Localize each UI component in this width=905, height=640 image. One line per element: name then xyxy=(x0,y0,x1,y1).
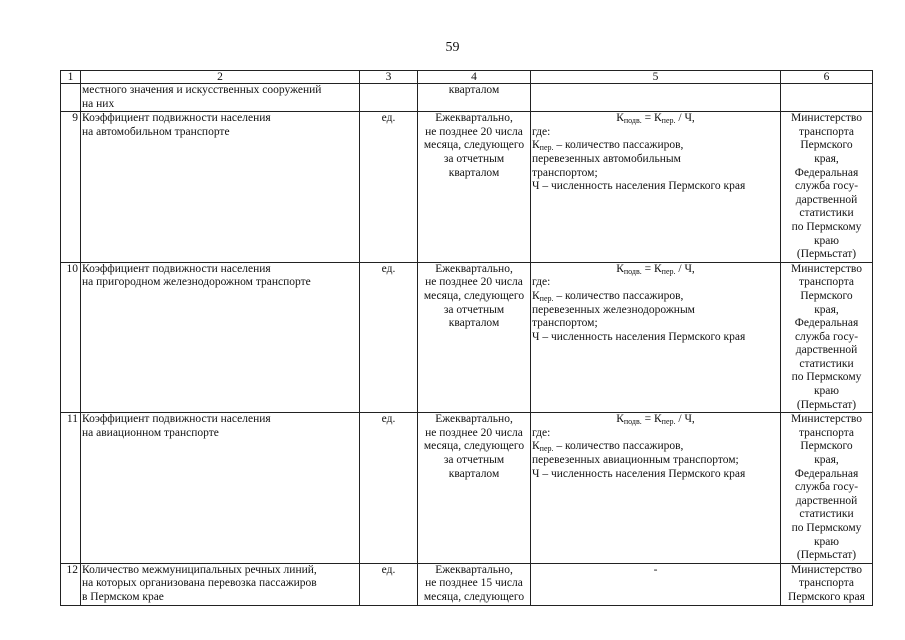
source-cell xyxy=(781,262,873,413)
column-number: 2 xyxy=(81,71,360,84)
source-line: Пермского края xyxy=(788,590,865,603)
period-line: месяца, следующего xyxy=(423,289,525,302)
source-line: Пермского xyxy=(800,440,853,453)
source-line: Федеральная xyxy=(794,317,859,330)
formula-p-subscript: пер. xyxy=(661,116,676,126)
column-number: 3 xyxy=(360,71,418,84)
source-line: служба госу- xyxy=(794,481,859,494)
source-line: (Пермьстат) xyxy=(796,248,857,261)
period-line: Ежеквартально, xyxy=(435,112,513,125)
formula-k-subscript: подв. xyxy=(623,116,642,126)
indicator-name-line: на них xyxy=(82,97,115,110)
period-line: месяца, следующего xyxy=(423,440,525,453)
formula-definition-line: транспортом; xyxy=(532,317,598,330)
formula-tail: / Ч, xyxy=(675,413,695,426)
indicator-name-line: Коэффициент подвижности населения xyxy=(82,413,271,426)
source-line: транспорта xyxy=(798,426,855,439)
table-row-12 xyxy=(61,563,873,605)
period-line: не позднее 20 числа xyxy=(425,125,523,138)
formula-definition-line: Ч – численность населения Пермского края xyxy=(532,330,746,343)
table-row-9 xyxy=(61,112,873,263)
source-line: дарственной xyxy=(795,494,858,507)
indicator-name-line: на которых организована перевозка пассажиров xyxy=(82,577,317,590)
source-line: статистики xyxy=(799,357,854,370)
source-cell xyxy=(781,112,873,263)
table-row-11 xyxy=(61,413,873,564)
table-row-10 xyxy=(61,262,873,413)
source-line: статистики xyxy=(799,508,854,521)
source-line: Министерство xyxy=(791,112,862,125)
indicator-name-line: на пригородном железнодорожном транспорте xyxy=(82,276,311,289)
indicator-name-line: Коэффициент подвижности населения xyxy=(82,112,271,125)
source-cell xyxy=(781,84,873,112)
formula-where: где: xyxy=(532,426,551,439)
period-line: кварталом xyxy=(448,467,500,480)
source-line: по Пермскому xyxy=(791,371,862,384)
formula-cell xyxy=(531,84,781,112)
unit-cell: ед. xyxy=(360,112,418,263)
period-line: кварталом xyxy=(448,166,500,179)
source-line: края, xyxy=(814,152,839,165)
source-line: транспорта xyxy=(798,276,855,289)
formula-k-subscript: подв. xyxy=(623,266,642,276)
source-line: статистики xyxy=(799,207,854,220)
period-line: за отчетным xyxy=(443,152,505,165)
row-number-cell xyxy=(61,84,81,112)
source-cell xyxy=(781,563,873,605)
column-number: 4 xyxy=(418,71,531,84)
formula-equals: = К xyxy=(641,262,662,275)
formula-cell xyxy=(531,112,781,263)
formula xyxy=(532,263,779,277)
period-line: Ежеквартально, xyxy=(435,262,513,275)
period-line: не позднее 20 числа xyxy=(425,426,523,439)
indicator-name-cell xyxy=(81,262,360,413)
indicator-name-line: Коэффициент подвижности населения xyxy=(82,262,271,275)
definition-text: – количество пассажиров, xyxy=(556,289,684,302)
period-line: не позднее 20 числа xyxy=(425,276,523,289)
source-line: (Пермьстат) xyxy=(796,549,857,562)
source-line: краю xyxy=(813,535,840,548)
period-cell xyxy=(418,112,531,263)
row-number-cell: 10 xyxy=(61,262,81,413)
formula xyxy=(532,413,779,427)
source-line: транспорта xyxy=(798,577,855,590)
source-line: Министерство xyxy=(791,262,862,275)
period-line: кварталом xyxy=(448,84,500,96)
period-line: Ежеквартально, xyxy=(435,413,513,426)
indicator-name-cell xyxy=(81,413,360,564)
row-number-cell: 12 xyxy=(61,563,81,605)
page-number: 59 xyxy=(445,40,460,55)
column-number: 5 xyxy=(531,71,781,84)
period-line: за отчетным xyxy=(443,303,505,316)
source-line: края, xyxy=(814,454,839,467)
formula-p-subscript: пер. xyxy=(661,266,676,276)
source-line: по Пермскому xyxy=(791,220,862,233)
period-cell xyxy=(418,84,531,112)
source-line: Федеральная xyxy=(794,467,859,480)
period-cell xyxy=(418,413,531,564)
period-line: кварталом xyxy=(448,317,500,330)
source-line: дарственной xyxy=(795,344,858,357)
formula-cell xyxy=(531,413,781,564)
row-number-cell: 9 xyxy=(61,112,81,263)
source-line: транспорта xyxy=(798,125,855,138)
definition-subscript: пер. xyxy=(539,444,554,454)
formula-equals: = К xyxy=(641,112,662,125)
formula-where: где: xyxy=(532,125,551,138)
indicator-table xyxy=(60,70,873,606)
definition-subscript: пер. xyxy=(539,143,554,153)
formula-k: К xyxy=(616,262,624,275)
source-line: Пермского xyxy=(800,289,853,302)
formula-definition-line: перевезенных авиационным транспортом; xyxy=(532,454,739,467)
indicator-name-line: местного значения и искусственных сооружений xyxy=(82,84,322,96)
indicator-name-line: на автомобильном транспорте xyxy=(82,125,230,138)
formula-definition-line: перевезенных автомобильным xyxy=(532,152,681,165)
source-line: краю xyxy=(813,234,840,247)
row-number-cell: 11 xyxy=(61,413,81,564)
formula-cell xyxy=(531,262,781,413)
indicator-name-line: на авиационном транспорте xyxy=(82,426,219,439)
source-line: служба госу- xyxy=(794,180,859,193)
source-line: (Пермьстат) xyxy=(796,398,857,411)
definition-subscript: пер. xyxy=(539,293,554,303)
source-line: по Пермскому xyxy=(791,522,862,534)
formula-where: где: xyxy=(532,276,551,289)
source-cell xyxy=(781,413,873,564)
source-line: Пермского xyxy=(800,139,853,152)
source-line: Министерство xyxy=(791,413,862,426)
source-line: дарственной xyxy=(795,193,858,206)
source-line: краю xyxy=(813,385,840,398)
formula-equals: = К xyxy=(641,413,662,426)
period-line: не позднее 15 числа xyxy=(425,577,523,590)
period-cell xyxy=(418,563,531,605)
period-line: Ежеквартально, xyxy=(435,563,513,576)
source-line: Федеральная xyxy=(794,166,859,179)
formula xyxy=(532,112,779,126)
indicator-name-cell xyxy=(81,84,360,112)
unit-cell: ед. xyxy=(360,413,418,564)
formula-p-subscript: пер. xyxy=(661,417,676,427)
formula-definition-line: $К_{пер.}$ – количество пассажиров, xyxy=(532,139,684,153)
formula-definition-line: Ч – численность населения Пермского края xyxy=(532,467,746,480)
column-number: 1 xyxy=(61,71,81,84)
period-line: месяца, следующего xyxy=(423,139,525,152)
formula-cell xyxy=(531,563,781,605)
definition-text: – количество пассажиров, xyxy=(556,440,684,453)
formula-definition-line: Ч – численность населения Пермского края xyxy=(532,180,746,193)
formula-definition-line: $К_{пер.}$ – количество пассажиров, xyxy=(532,289,684,303)
indicator-name-cell xyxy=(81,112,360,263)
formula-k-subscript: подв. xyxy=(623,417,642,427)
unit-cell: ед. xyxy=(360,563,418,605)
unit-cell xyxy=(360,84,418,112)
formula-definition-line: $К_{пер.}$ – количество пассажиров, xyxy=(532,440,684,454)
unit-cell: ед. xyxy=(360,262,418,413)
formula-definition-line: перевезенных железнодорожным xyxy=(532,303,695,316)
column-number: 6 xyxy=(781,71,873,84)
indicator-name-line: в Пермском крае xyxy=(82,590,164,603)
formula-k: К xyxy=(616,112,624,125)
formula-definition-line: транспортом; xyxy=(532,166,598,179)
column-number-row xyxy=(61,71,873,84)
source-line: служба госу- xyxy=(794,330,859,343)
formula-tail: / Ч, xyxy=(675,112,695,125)
indicator-name-line: Количество межмуниципальных речных линий, xyxy=(82,563,317,576)
source-line: Министерство xyxy=(791,563,862,576)
source-line: края, xyxy=(814,303,839,316)
formula-dash: - xyxy=(653,563,658,576)
period-line: месяца, следующего xyxy=(423,590,525,603)
period-cell xyxy=(418,262,531,413)
definition-text: – количество пассажиров, xyxy=(556,139,684,152)
table-row-continuation xyxy=(61,84,873,112)
formula-k: К xyxy=(616,413,624,426)
formula-tail: / Ч, xyxy=(675,262,695,275)
indicator-name-cell xyxy=(81,563,360,605)
period-line: за отчетным xyxy=(443,454,505,467)
